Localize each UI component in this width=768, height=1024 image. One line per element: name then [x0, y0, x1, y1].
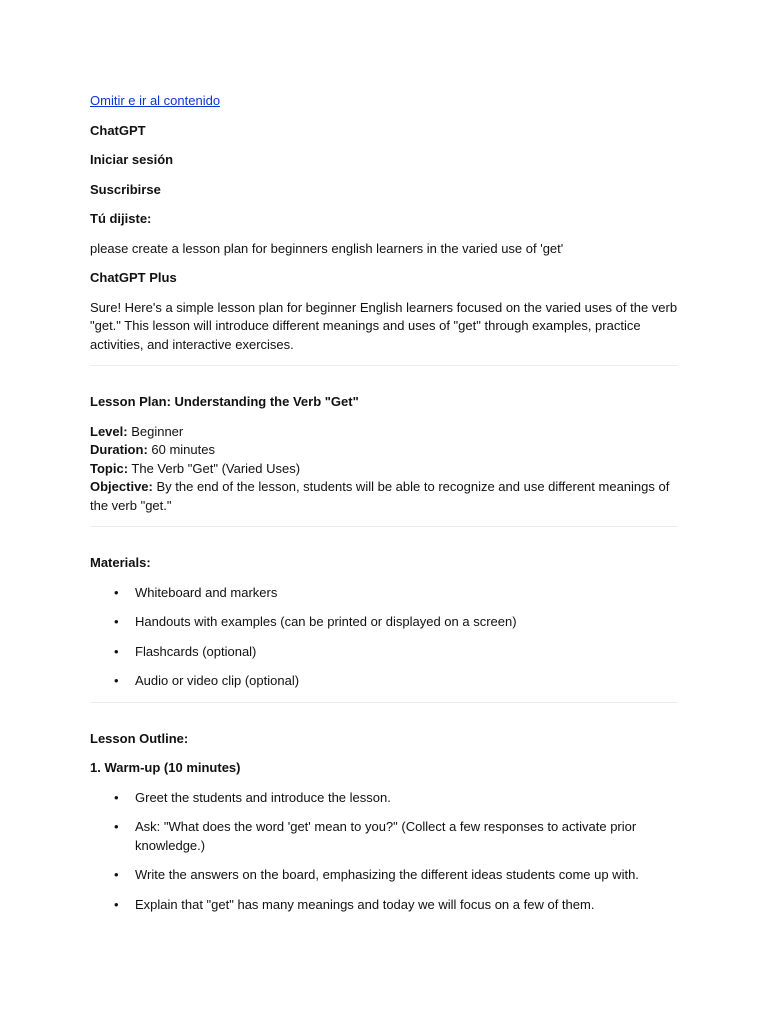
- bullet-icon: •: [114, 867, 119, 882]
- list-item-text: Ask: "What does the word 'get' mean to you?" (Collect a few responses to activate prior knowledge.): [135, 819, 637, 853]
- section-divider: [90, 702, 678, 703]
- list-item-text: Flashcards (optional): [135, 643, 257, 659]
- list-item: [90, 643, 678, 662]
- skip-link-line: [90, 92, 678, 111]
- bullet-icon: •: [114, 819, 119, 834]
- skip-to-content-link[interactable]: Omitir e ir al contenido: [90, 93, 221, 108]
- lesson-title: Lesson Plan: Understanding the Verb "Get": [90, 394, 359, 409]
- user-message: please create a lesson plan for beginners english learners in the varied use of 'get': [90, 240, 564, 256]
- objective-value: By the end of the lesson, students will be able to recognize and use different meanings of the verb "get.": [90, 479, 670, 513]
- list-item-text: Write the answers on the board, emphasizing the different ideas students come up with.: [135, 867, 639, 882]
- assistant-intro: Sure! Here's a simple lesson plan for beginner English learners focused on the varied uses of the verb "get." This lesson will introduce different meanings and uses of "get" through examples, practice activities, and interactive exercises.: [90, 299, 678, 352]
- bullet-icon: •: [114, 673, 119, 688]
- lesson-meta: [90, 423, 678, 516]
- bullet-icon: •: [114, 643, 119, 659]
- list-item-text: Greet the students and introduce the lesson.: [135, 789, 391, 805]
- level-value: Beginner: [127, 423, 184, 439]
- list-item: [90, 866, 678, 885]
- materials-list: [90, 584, 678, 691]
- duration-line: [90, 441, 678, 460]
- list-item: [90, 789, 678, 808]
- list-item: [90, 896, 678, 915]
- bullet-icon: •: [114, 584, 119, 600]
- duration-label: Duration:: [90, 442, 148, 457]
- list-item: [90, 613, 678, 632]
- level-label: Level:: [90, 423, 128, 439]
- materials-heading: Materials:: [90, 555, 151, 570]
- bullet-icon: •: [114, 614, 119, 629]
- level-line: [90, 423, 678, 442]
- outline-heading: Lesson Outline:: [90, 730, 189, 746]
- objective-line: [90, 478, 678, 515]
- user-label: Tú dijiste:: [90, 211, 152, 226]
- assistant-label: ChatGPT Plus: [90, 270, 177, 285]
- list-item-text: Handouts with examples (can be printed or displayed on a screen): [135, 614, 517, 629]
- list-item: [90, 672, 678, 691]
- topic-line: [90, 460, 678, 479]
- list-item-text: Whiteboard and markers: [135, 584, 278, 600]
- list-item: [90, 584, 678, 603]
- subscribe-text: Suscribirse: [90, 181, 161, 197]
- section-divider: [90, 526, 678, 527]
- duration-value: 60 minutes: [147, 442, 215, 457]
- bullet-icon: •: [114, 896, 119, 912]
- list-item-text: Audio or video clip (optional): [135, 673, 300, 688]
- list-item-text: Explain that "get" has many meanings and today we will focus on a few of them.: [135, 896, 595, 912]
- warmup-list: [90, 789, 678, 915]
- document-content: [90, 92, 678, 925]
- topic-label: Topic:: [90, 460, 129, 476]
- bullet-icon: •: [114, 789, 119, 805]
- login-text: Iniciar sesión: [90, 152, 174, 167]
- topic-value: The Verb "Get" (Varied Uses): [128, 460, 301, 476]
- warmup-heading: 1. Warm-up (10 minutes): [90, 760, 241, 775]
- list-item: [90, 818, 678, 855]
- objective-label: Objective:: [90, 479, 153, 494]
- brand-name: ChatGPT: [90, 122, 146, 138]
- section-divider: [90, 365, 678, 366]
